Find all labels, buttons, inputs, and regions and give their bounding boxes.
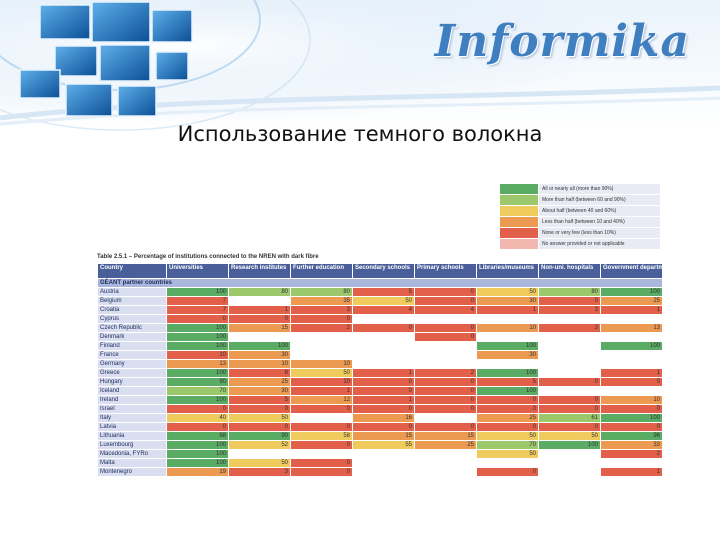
table-row (98, 351, 663, 360)
value-cell: 0 (539, 423, 601, 432)
table-header-row (98, 264, 663, 279)
value-cell (353, 360, 415, 369)
legend-item (500, 195, 661, 206)
value-cell: 100 (167, 288, 229, 297)
value-cell: 70 (167, 387, 229, 396)
country-cell: Finland (98, 342, 167, 351)
value-cell: 0 (539, 396, 601, 405)
value-cell: 1 (601, 468, 663, 477)
value-cell: 50 (477, 450, 539, 459)
section-row (98, 279, 663, 288)
value-cell: 50 (477, 432, 539, 441)
value-cell: 90 (229, 432, 291, 441)
value-cell: 0 (291, 423, 353, 432)
column-header: Libraries/museums (477, 264, 539, 279)
value-cell (415, 414, 477, 423)
value-cell: 100 (167, 342, 229, 351)
legend-label: No answer provided or not applicable (539, 239, 661, 250)
value-cell: 3 (291, 306, 353, 315)
value-cell: 50 (353, 297, 415, 306)
legend-swatch (500, 195, 539, 206)
value-cell: 100 (167, 396, 229, 405)
legend-swatch (500, 217, 539, 228)
value-cell (601, 333, 663, 342)
column-header: Further education (291, 264, 353, 279)
color-legend (499, 183, 661, 250)
column-header: Secondary schools (353, 264, 415, 279)
value-cell: 0 (353, 405, 415, 414)
value-cell: 3 (229, 468, 291, 477)
value-cell: 100 (601, 342, 663, 351)
table-row (98, 459, 663, 468)
value-cell: 0 (601, 423, 663, 432)
value-cell (353, 450, 415, 459)
value-cell: 0 (477, 396, 539, 405)
value-cell: 50 (229, 459, 291, 468)
value-cell: 100 (167, 459, 229, 468)
value-cell (415, 342, 477, 351)
value-cell (539, 351, 601, 360)
legend-label: All or nearly all (more than 90%) (539, 184, 661, 195)
table-row (98, 324, 663, 333)
value-cell (539, 369, 601, 378)
value-cell (353, 459, 415, 468)
value-cell: 2 (415, 369, 477, 378)
value-cell: 50 (229, 414, 291, 423)
country-cell: Iceland (98, 387, 167, 396)
value-cell: 10 (477, 324, 539, 333)
header-banner (0, 0, 720, 130)
legend-label: None or very few (less than 10%) (539, 228, 661, 239)
value-cell: 100 (167, 450, 229, 459)
value-cell: 50 (291, 369, 353, 378)
value-cell: 0 (167, 423, 229, 432)
value-cell (291, 333, 353, 342)
value-cell: 0 (539, 297, 601, 306)
value-cell: 80 (291, 288, 353, 297)
value-cell: 15 (415, 432, 477, 441)
country-cell: Macedonia, FYRo (98, 450, 167, 459)
legend-item (500, 228, 661, 239)
value-cell: 100 (601, 288, 663, 297)
value-cell: 0 (477, 405, 539, 414)
value-cell: 25 (477, 414, 539, 423)
value-cell (477, 333, 539, 342)
country-cell: Germany (98, 360, 167, 369)
value-cell: 10 (229, 360, 291, 369)
value-cell: 58 (291, 432, 353, 441)
country-cell: Croatia (98, 306, 167, 315)
value-cell: 0 (477, 468, 539, 477)
value-cell (539, 342, 601, 351)
value-cell (477, 315, 539, 324)
country-cell: Czech Republic (98, 324, 167, 333)
value-cell: 30 (477, 351, 539, 360)
value-cell: 15 (229, 324, 291, 333)
value-cell: 2 (291, 324, 353, 333)
value-cell: 19 (167, 468, 229, 477)
value-cell: 100 (477, 342, 539, 351)
value-cell: 10 (167, 351, 229, 360)
value-cell: 5 (477, 378, 539, 387)
value-cell: 0 (601, 405, 663, 414)
country-cell: Luxembourg (98, 441, 167, 450)
table-row (98, 387, 663, 396)
value-cell (353, 468, 415, 477)
legend-item (500, 217, 661, 228)
value-cell: 0 (353, 387, 415, 396)
value-cell (353, 315, 415, 324)
country-cell: Belgium (98, 297, 167, 306)
value-cell (539, 450, 601, 459)
value-cell: 10 (291, 378, 353, 387)
slide-title: Использование темного волокна (177, 122, 543, 146)
value-cell: 0 (415, 405, 477, 414)
value-cell: 7 (167, 297, 229, 306)
value-cell (477, 360, 539, 369)
table-row (98, 369, 663, 378)
value-cell: 80 (539, 288, 601, 297)
value-cell: 0 (353, 378, 415, 387)
legend-swatch (500, 184, 539, 195)
value-cell (477, 459, 539, 468)
value-cell: 33 (601, 441, 663, 450)
value-cell: 70 (477, 441, 539, 450)
value-cell: 0 (415, 333, 477, 342)
value-cell: 0 (353, 324, 415, 333)
value-cell: 90 (167, 378, 229, 387)
legend-item (500, 206, 661, 217)
value-cell: 1 (291, 387, 353, 396)
value-cell (291, 450, 353, 459)
value-cell: 40 (167, 414, 229, 423)
value-cell: 0 (415, 423, 477, 432)
table-row (98, 306, 663, 315)
dark-fibre-table (97, 263, 677, 477)
country-cell: Malta (98, 459, 167, 468)
value-cell: 10 (601, 396, 663, 405)
table-row (98, 423, 663, 432)
value-cell: 52 (229, 441, 291, 450)
value-cell: 100 (539, 441, 601, 450)
value-cell (539, 459, 601, 468)
value-cell: 0 (167, 315, 229, 324)
value-cell: 0 (539, 405, 601, 414)
value-cell (229, 450, 291, 459)
table-row (98, 378, 663, 387)
table-row (98, 396, 663, 405)
value-cell: 0 (291, 315, 353, 324)
value-cell (229, 297, 291, 306)
value-cell (229, 333, 291, 342)
value-cell: 80 (229, 288, 291, 297)
country-cell: Hungary (98, 378, 167, 387)
table-row (98, 468, 663, 477)
legend-item (500, 239, 661, 250)
value-cell (353, 333, 415, 342)
value-cell (601, 315, 663, 324)
value-cell: 0 (539, 378, 601, 387)
column-header: Country (98, 264, 167, 279)
value-cell (601, 459, 663, 468)
value-cell: 1 (601, 369, 663, 378)
value-cell: 100 (167, 441, 229, 450)
value-cell: 61 (539, 414, 601, 423)
table-row (98, 297, 663, 306)
value-cell: 0 (415, 396, 477, 405)
value-cell: 1 (229, 306, 291, 315)
table-row (98, 405, 663, 414)
value-cell: 0 (601, 378, 663, 387)
value-cell (539, 468, 601, 477)
value-cell: 100 (601, 414, 663, 423)
legend-item (500, 184, 661, 195)
value-cell (291, 342, 353, 351)
value-cell: 2 (601, 450, 663, 459)
value-cell: 100 (167, 324, 229, 333)
value-cell: 15 (353, 432, 415, 441)
value-cell (601, 387, 663, 396)
table-caption: Table 2.5.1 – Percentage of institutions connected to the NREN with dark fibre (97, 254, 319, 260)
country-cell: France (98, 351, 167, 360)
value-cell: 0 (415, 288, 477, 297)
value-cell: 0 (477, 423, 539, 432)
value-cell (291, 351, 353, 360)
value-cell: 100 (229, 342, 291, 351)
value-cell: 5 (229, 396, 291, 405)
value-cell: 50 (477, 288, 539, 297)
value-cell: 30 (229, 351, 291, 360)
value-cell (601, 351, 663, 360)
value-cell: 100 (167, 369, 229, 378)
value-cell: 0 (291, 459, 353, 468)
value-cell: 4 (353, 306, 415, 315)
column-header: Non-uni. hospitals (539, 264, 601, 279)
value-cell: 0 (415, 378, 477, 387)
value-cell: 0 (415, 387, 477, 396)
value-cell: 96 (601, 432, 663, 441)
value-cell: 0 (353, 423, 415, 432)
value-cell: 55 (353, 441, 415, 450)
value-cell (415, 360, 477, 369)
value-cell (601, 360, 663, 369)
table-row (98, 360, 663, 369)
value-cell: 13 (167, 360, 229, 369)
country-cell: Ireland (98, 396, 167, 405)
table-row (98, 333, 663, 342)
table-row (98, 315, 663, 324)
legend-label: More than half (between 60 and 90%) (539, 195, 661, 206)
legend-swatch (500, 206, 539, 217)
value-cell (415, 468, 477, 477)
table-row (98, 441, 663, 450)
table-row (98, 288, 663, 297)
value-cell: 1 (601, 306, 663, 315)
country-cell: Montenegro (98, 468, 167, 477)
value-cell: 0 (229, 405, 291, 414)
value-cell (539, 315, 601, 324)
value-cell: 0 (415, 324, 477, 333)
value-cell: 0 (291, 441, 353, 450)
value-cell: 100 (477, 387, 539, 396)
value-cell (415, 351, 477, 360)
value-cell (415, 459, 477, 468)
legend-swatch (500, 228, 539, 239)
value-cell: 0 (229, 315, 291, 324)
legend-label: About half (between 40 and 60%) (539, 206, 661, 217)
value-cell (353, 342, 415, 351)
value-cell: 25 (415, 441, 477, 450)
value-cell (353, 351, 415, 360)
value-cell: 16 (353, 414, 415, 423)
value-cell: 25 (601, 297, 663, 306)
country-cell: Denmark (98, 333, 167, 342)
value-cell: 1 (353, 396, 415, 405)
table-row (98, 450, 663, 459)
country-cell: Greece (98, 369, 167, 378)
country-cell: Cyprus (98, 315, 167, 324)
country-cell: Israel (98, 405, 167, 414)
value-cell: 100 (167, 333, 229, 342)
value-cell: 0 (167, 405, 229, 414)
value-cell: 5 (353, 288, 415, 297)
value-cell: 1 (353, 369, 415, 378)
value-cell: 0 (291, 468, 353, 477)
column-header: Research institutes (229, 264, 291, 279)
value-cell (415, 450, 477, 459)
value-cell: 1 (477, 306, 539, 315)
value-cell: 0 (229, 423, 291, 432)
value-cell: 7 (167, 306, 229, 315)
country-cell: Latvia (98, 423, 167, 432)
country-cell: Lithuania (98, 432, 167, 441)
value-cell: 3 (539, 306, 601, 315)
value-cell: 98 (167, 432, 229, 441)
column-header: Government departments (601, 264, 663, 279)
value-cell: 8 (229, 369, 291, 378)
value-cell (415, 315, 477, 324)
country-cell: Italy (98, 414, 167, 423)
value-cell (539, 333, 601, 342)
value-cell (539, 360, 601, 369)
informika-logo: Informika (434, 16, 690, 67)
column-header: Universities (167, 264, 229, 279)
value-cell: 10 (291, 360, 353, 369)
value-cell: 3 (539, 324, 601, 333)
table-row (98, 342, 663, 351)
value-cell: 30 (229, 387, 291, 396)
value-cell: 0 (415, 297, 477, 306)
table-row (98, 414, 663, 423)
legend-label: Less than half (between 10 and 40%) (539, 217, 661, 228)
value-cell (539, 387, 601, 396)
legend-swatch (500, 239, 539, 250)
value-cell: 100 (477, 369, 539, 378)
column-header: Primary schools (415, 264, 477, 279)
value-cell: 30 (477, 297, 539, 306)
value-cell: 12 (291, 396, 353, 405)
value-cell: 35 (291, 297, 353, 306)
value-cell (291, 414, 353, 423)
country-cell: Austria (98, 288, 167, 297)
value-cell: 25 (229, 378, 291, 387)
section-label: GÉANT partner countries (98, 279, 663, 288)
value-cell: 0 (291, 405, 353, 414)
value-cell: 50 (539, 432, 601, 441)
table-row (98, 432, 663, 441)
value-cell: 13 (601, 324, 663, 333)
value-cell: 4 (415, 306, 477, 315)
